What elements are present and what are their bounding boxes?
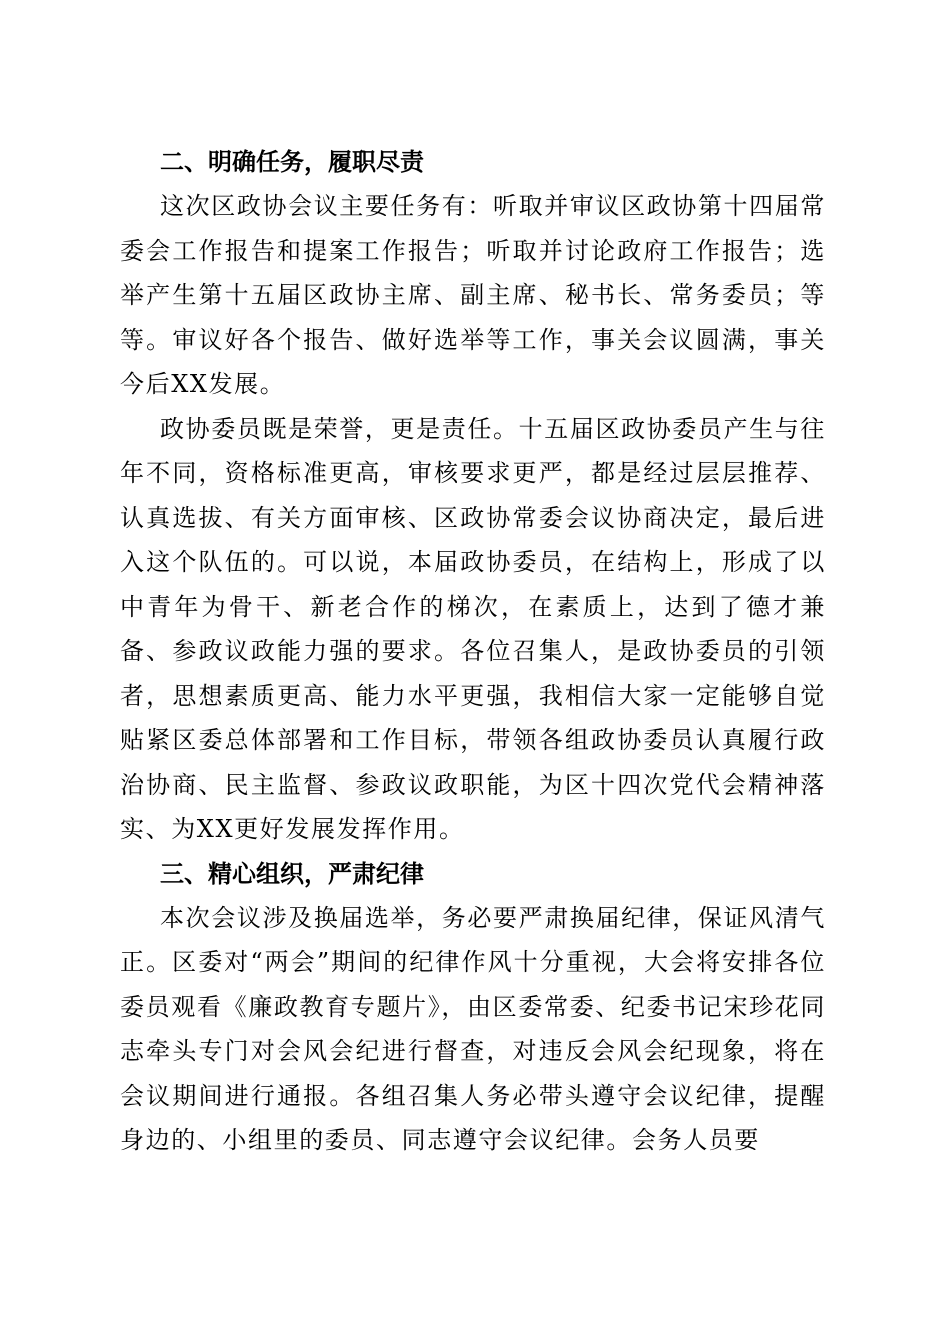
- paragraph-responsibility: 政协委员既是荣誉，更是责任。十五届区政协委员产生与往年不同，资格标准更高，审核要求更严，都是经过层层推荐、认真选拔、有关方面审核、区政协常委会议协商决定，最后进入这个队伍的。可以说，本届政协委员，在结构上，形成了以中青年为骨干、新老合作的梯次，在素质上，达到了德才兼备、参政议政能力强的要求。各位召集人，是政协委员的引领者，思想素质更高、能力水平更强，我相信大家一定能够自觉贴紧区委总体部署和工作目标，带领各组政协委员认真履行政治协商、民主监督、参政议政职能，为区十四次党代会精神落实、为XX更好发展发挥作用。: [120, 414, 826, 843]
- paragraph-tasks: 这次区政协会议主要任务有：听取并审议区政协第十四届常委会工作报告和提案工作报告；听取并讨论政府工作报告；选举产生第十五届区政协主席、副主席、秘书长、常务委员；等等。审议好各个报告、做好选举等工作，事关会议圆满，事关今后XX发展。: [120, 192, 826, 398]
- document-body: [120, 140, 826, 1163]
- section-heading-2: 二、明确任务，履职尽责: [160, 148, 424, 176]
- paragraph-discipline: 本次会议涉及换届选举，务必要严肃换届纪律，保证风清气正。区委对“两会”期间的纪律作风十分重视，大会将安排各位委员观看《廉政教育专题片》，由区委常委、纪委书记宋珍花同志牵头专门对会风会纪进行督查，对违反会风会纪现象，将在会议期间进行通报。各组召集人务必带头遵守会议纪律，提醒身边的、小组里的委员、同志遵守会议纪律。会务人员要: [120, 903, 826, 1154]
- section-heading-3: 三、精心组织，严肃纪律: [160, 859, 424, 888]
